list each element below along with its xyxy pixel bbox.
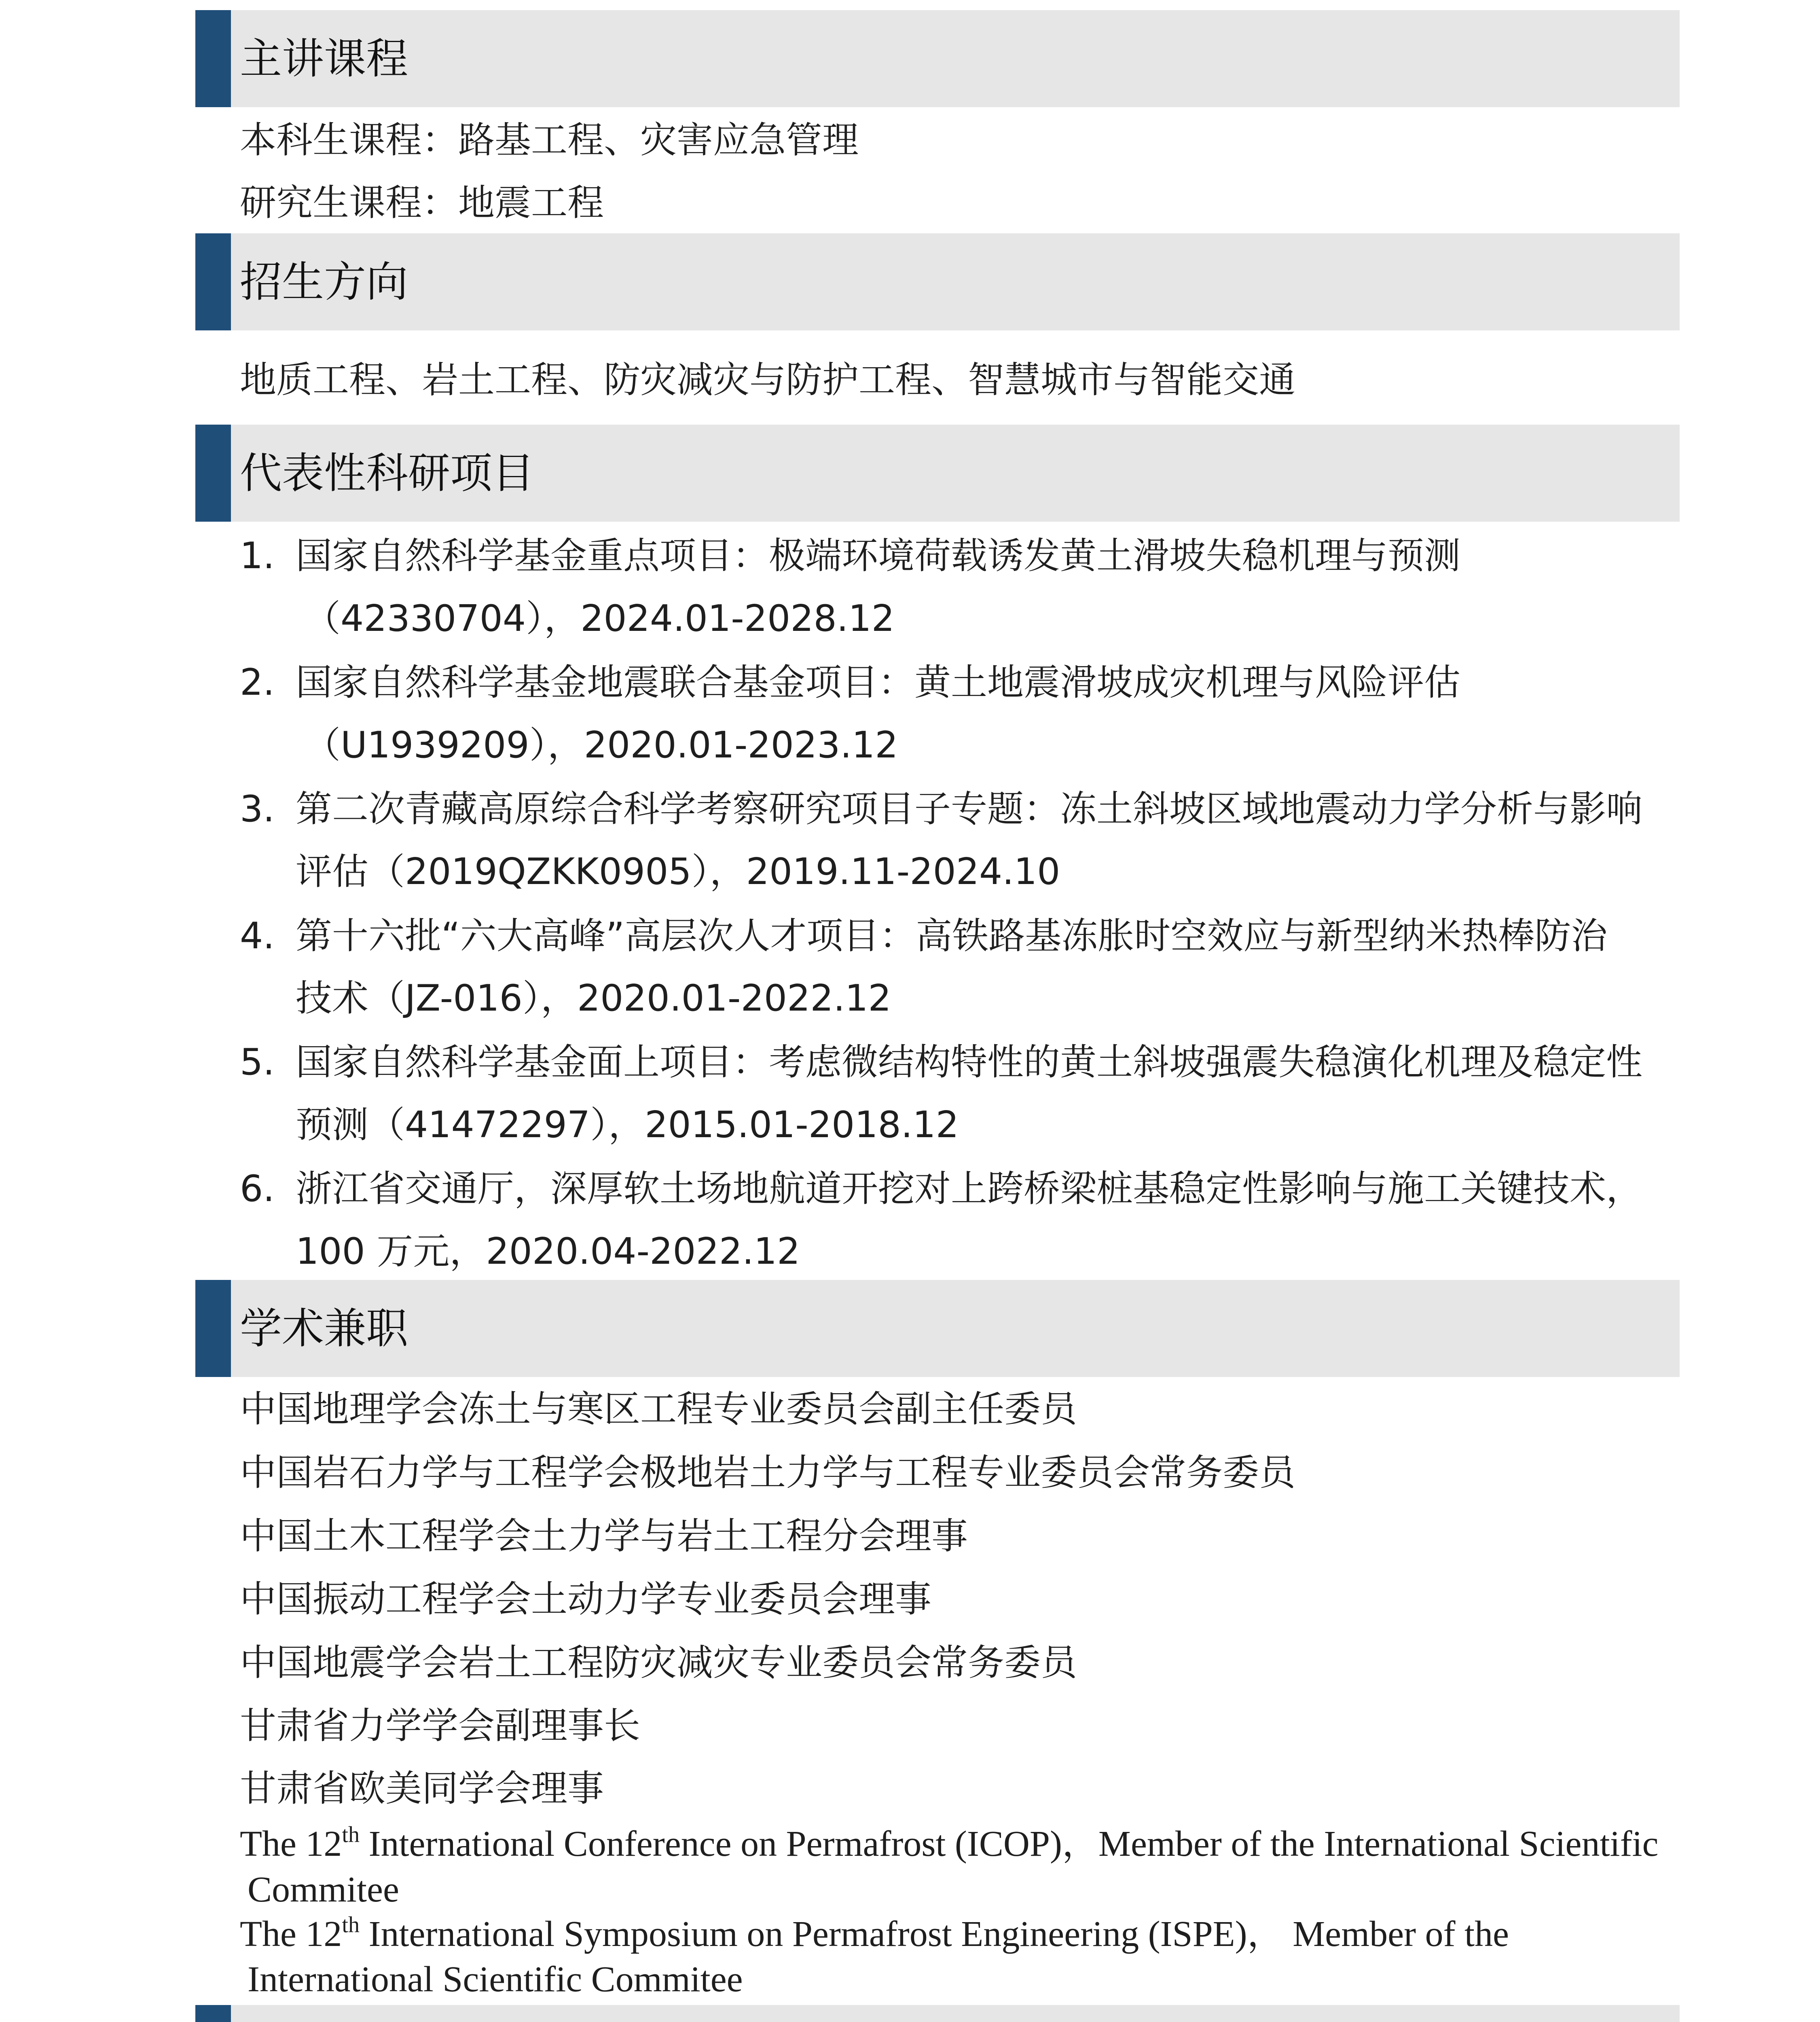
section-header-courses bbox=[195, 10, 1680, 107]
project-title-line: 国家自然科学基金地震联合基金项目：黄土地震滑坡成灾机理与风险评估 bbox=[296, 661, 1460, 704]
academic-position: 中国土木工程学会土力学与岩土工程分会理事 bbox=[240, 1515, 968, 1557]
english-position-continuation: International Scientific Commitee bbox=[248, 1959, 743, 1999]
academic-position: 中国振动工程学会土动力学专业委员会理事 bbox=[240, 1578, 931, 1620]
project-title-line: 浙江省交通厅，深厚软土场地航道开挖对上跨桥梁桩基稳定性影响与施工关键技术， bbox=[296, 1168, 1642, 1210]
academic-position: 中国地震学会岩土工程防灾减灾专业委员会常务委员 bbox=[240, 1641, 1077, 1684]
course-line-undergrad: 本科生课程：路基工程、灾害应急管理 bbox=[240, 119, 859, 161]
english-position-text: International Symposium on Permafrost Engineering (ISPE)， Member of the bbox=[359, 1914, 1509, 1954]
section-accent-bar bbox=[195, 425, 231, 522]
project-number: 4. bbox=[240, 915, 275, 957]
project-detail-line: （42330704），2024.01-2028.12 bbox=[304, 597, 895, 640]
academic-position: 中国岩石力学与工程学会极地岩土力学与工程专业委员会常务委员 bbox=[240, 1451, 1295, 1494]
project-number: 3. bbox=[240, 788, 275, 830]
section-header-admission bbox=[195, 233, 1680, 330]
academic-position: 甘肃省欧美同学会理事 bbox=[240, 1767, 604, 1810]
ordinal-suffix: th bbox=[342, 1912, 360, 1937]
section-title-awards bbox=[240, 2005, 408, 2022]
academic-position: 甘肃省力学学会副理事长 bbox=[240, 1705, 640, 1747]
admission-line: 地质工程、岩土工程、防灾减灾与防护工程、智慧城市与智能交通 bbox=[240, 359, 1295, 401]
project-title-line: 国家自然科学基金面上项目：考虑微结构特性的黄土斜坡强震失稳演化机理及稳定性 bbox=[296, 1041, 1642, 1083]
section-accent-bar bbox=[195, 1280, 231, 1377]
english-position-line bbox=[240, 1912, 1509, 1956]
course-line-graduate: 研究生课程：地震工程 bbox=[240, 182, 604, 224]
section-accent-bar bbox=[195, 2005, 231, 2022]
project-number: 6. bbox=[240, 1168, 275, 1210]
project-detail-line: （U1939209），2020.01-2023.12 bbox=[304, 724, 898, 766]
english-position-continuation: Commitee bbox=[248, 1870, 399, 1910]
section-title-admission: 招生方向 bbox=[240, 257, 408, 307]
section-header-academic bbox=[195, 1280, 1680, 1377]
project-detail-line: 100 万元，2020.04-2022.12 bbox=[296, 1230, 800, 1273]
section-accent-bar bbox=[195, 233, 231, 330]
ordinal-suffix: th bbox=[342, 1822, 360, 1847]
project-detail-line: 预测（41472297），2015.01-2018.12 bbox=[296, 1104, 959, 1146]
project-title-line: 国家自然科学基金重点项目：极端环境荷载诱发黄土滑坡失稳机理与预测 bbox=[296, 535, 1460, 577]
academic-position: 中国地理学会冻土与寒区工程专业委员会副主任委员 bbox=[240, 1388, 1077, 1430]
section-header-projects bbox=[195, 425, 1680, 522]
project-number: 2. bbox=[240, 661, 275, 704]
project-title-line: 第十六批“六大高峰”高层次人才项目：高铁路基冻胀时空效应与新型纳米热棒防治 bbox=[296, 915, 1608, 957]
project-number: 5. bbox=[240, 1041, 275, 1083]
project-detail-line: 评估（2019QZKK0905），2019.11-2024.10 bbox=[296, 850, 1060, 893]
project-number: 1. bbox=[240, 535, 275, 577]
section-title-courses: 主讲课程 bbox=[240, 34, 408, 83]
section-accent-bar bbox=[195, 10, 231, 107]
english-position-prefix: The 12 bbox=[240, 1914, 342, 1954]
project-title-line: 第二次青藏高原综合科学考察研究项目子专题：冻土斜坡区域地震动力学分析与影响 bbox=[296, 788, 1642, 830]
english-position-line bbox=[240, 1822, 1658, 1866]
section-title-projects: 代表性科研项目 bbox=[240, 448, 535, 498]
section-title-academic: 学术兼职 bbox=[240, 1304, 408, 1353]
project-detail-line: 技术（JZ-016），2020.01-2022.12 bbox=[296, 977, 891, 1019]
english-position-text: International Conference on Permafrost (ICOP)，Member of the International Scientific bbox=[359, 1824, 1659, 1864]
section-header-awards bbox=[195, 2005, 1680, 2022]
english-position-prefix: The 12 bbox=[240, 1824, 342, 1864]
